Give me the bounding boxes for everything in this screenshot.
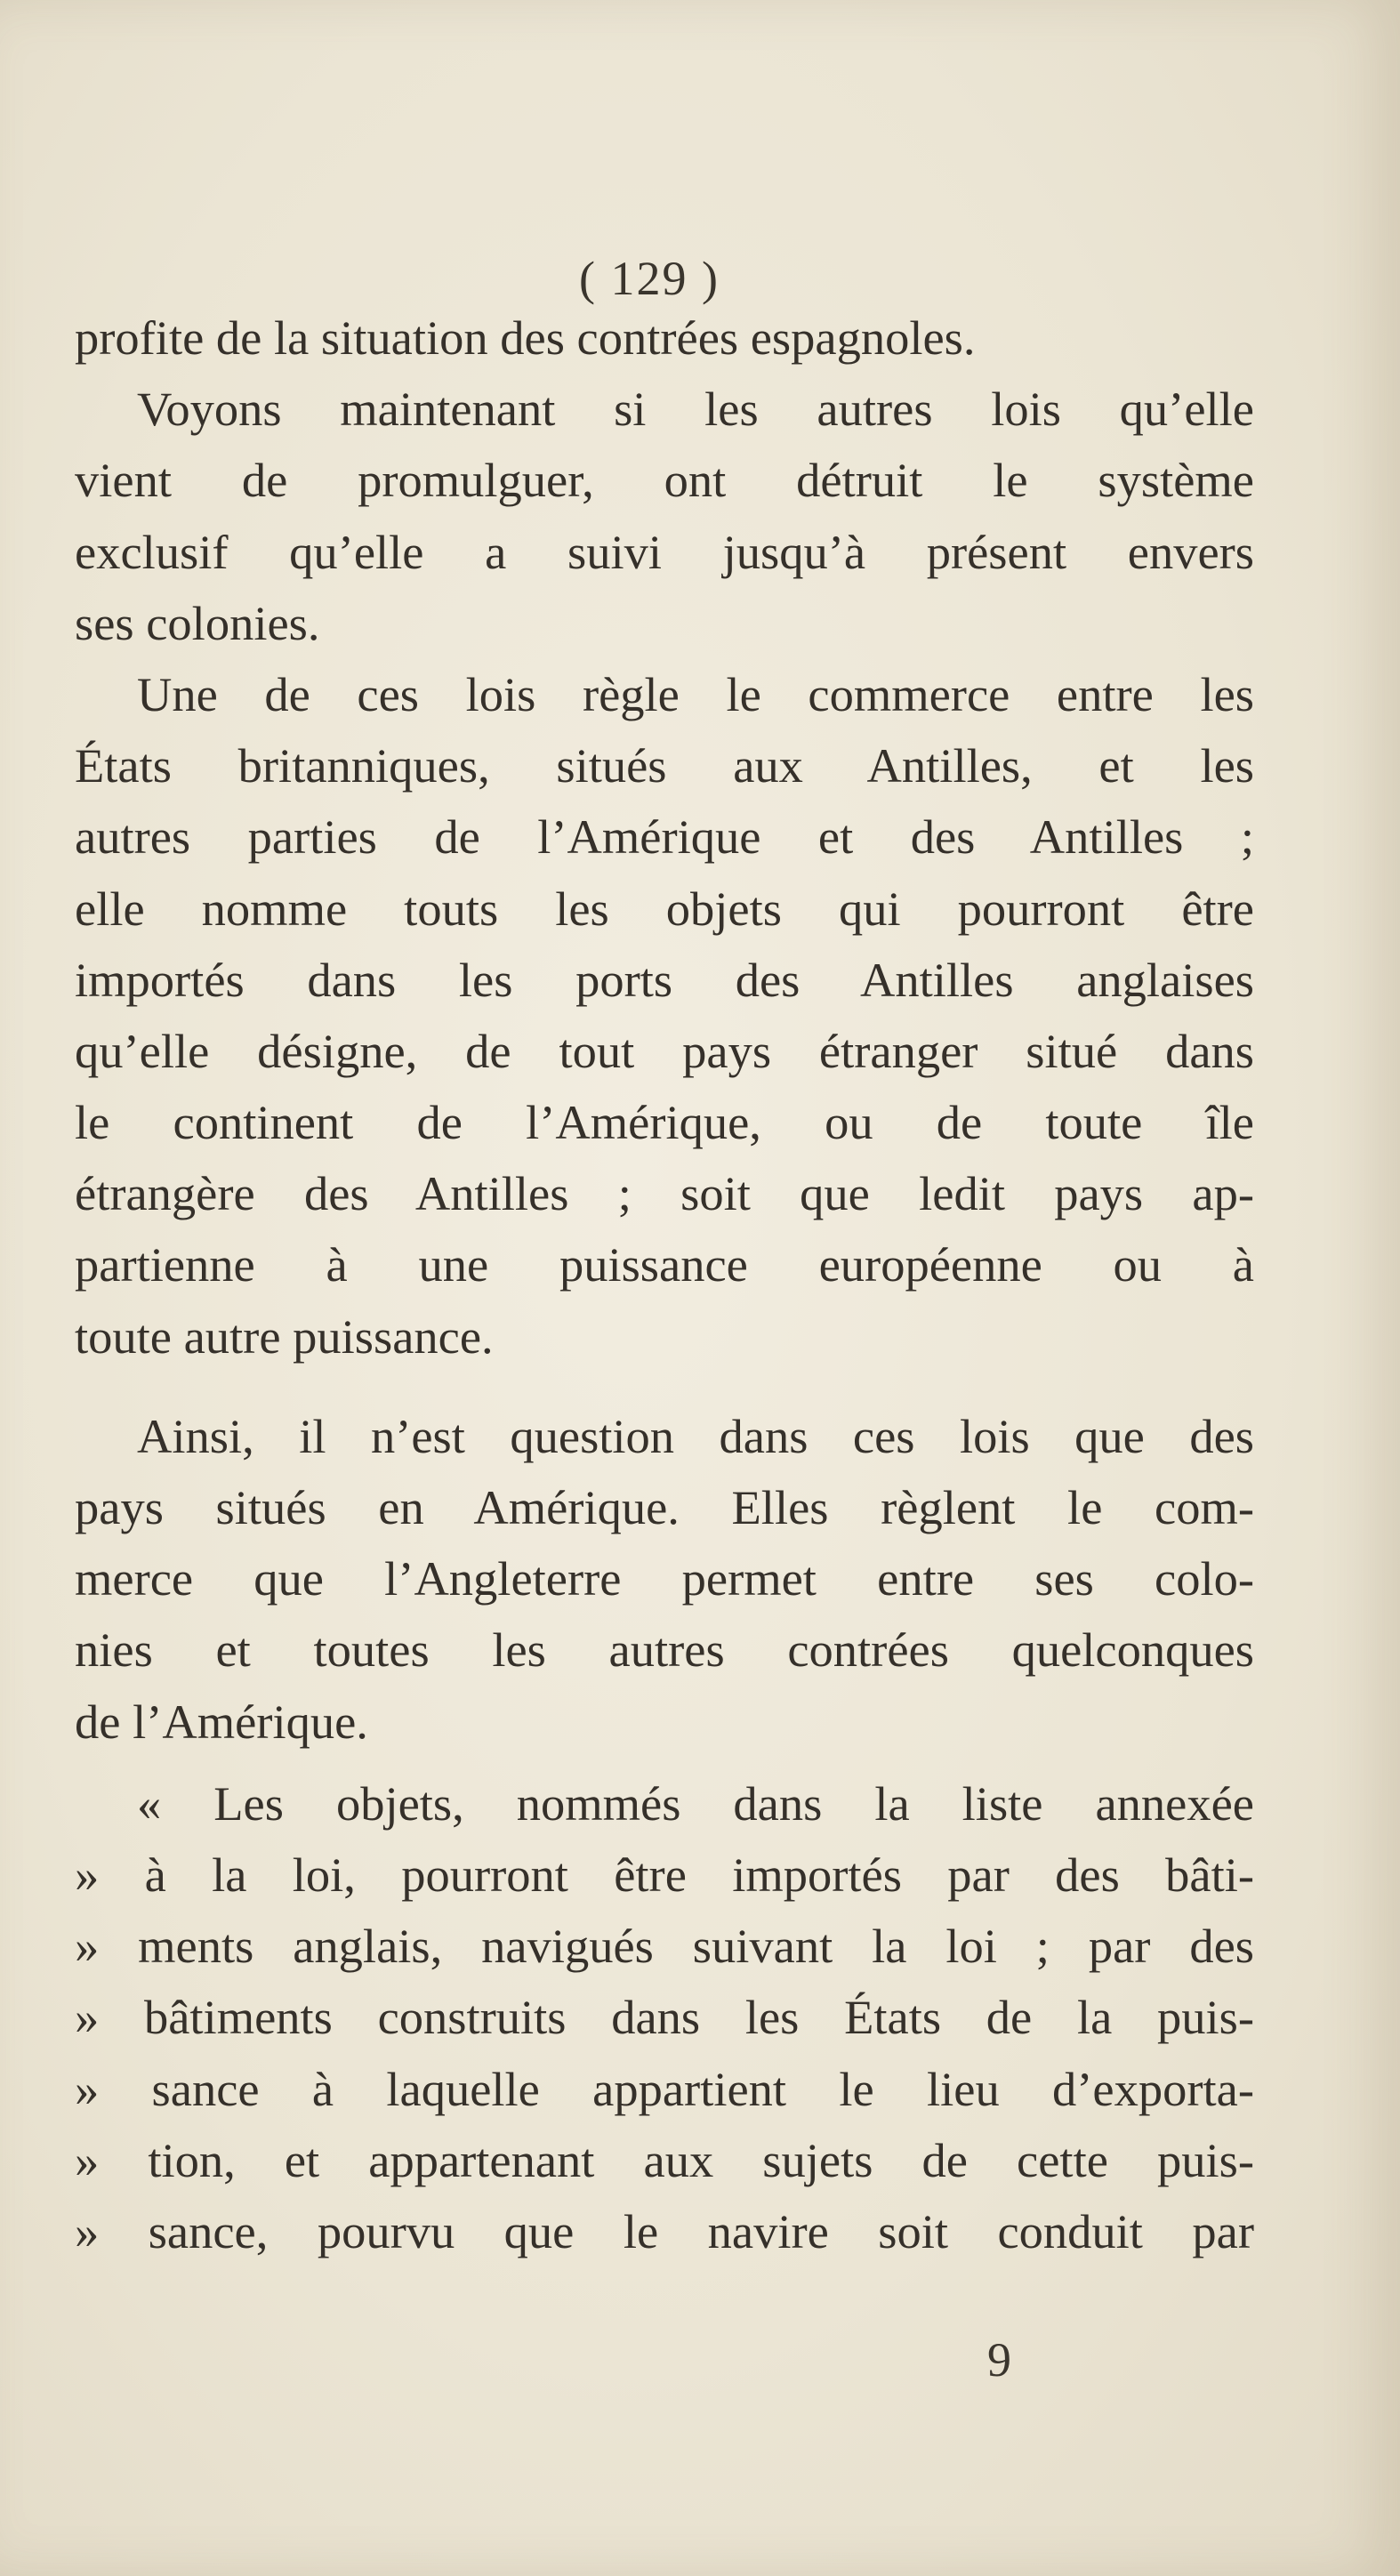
text-line: qu’elle désigne, de tout pays étranger situé dans	[75, 1023, 1254, 1078]
signature-mark: 9	[987, 2333, 1011, 2387]
paragraph-gap	[75, 1758, 1254, 1768]
text-line: » sance, pourvu que le navire soit conduit par	[75, 2203, 1254, 2258]
text-line: profite de la situation des contrées espagnoles.	[75, 310, 976, 365]
text-line: vient de promulguer, ont détruit le système	[75, 453, 1254, 508]
text-line: « Les objets, nommés dans la liste annexée	[137, 1775, 1254, 1831]
text-line: autres parties de l’Amérique et des Antilles ;	[75, 809, 1254, 865]
text-line: toute autre puissance.	[75, 1308, 494, 1364]
text-line: » tion, et appartenant aux sujets de cette puis-	[75, 2132, 1254, 2187]
text-line: » bâtiments construits dans les États de la puis-	[75, 1990, 1254, 2045]
text-line: étrangère des Antilles ; soit que ledit pays ap-	[75, 1166, 1254, 1221]
text-line: importés dans les ports des Antilles anglaises	[75, 952, 1254, 1007]
text-line: ses colonies.	[75, 595, 320, 650]
text-line: de l’Amérique.	[75, 1694, 368, 1749]
text-line: exclusif qu’elle a suivi jusqu’à présent envers	[75, 524, 1254, 579]
text-line: » ments anglais, navigués suivant la loi ; par des	[75, 1919, 1254, 1974]
body-text	[75, 302, 1254, 2267]
paragraph-gap	[75, 1373, 1254, 1401]
text-line: nies et toutes les autres contrées quelconques	[75, 1622, 1254, 1678]
text-line: partienne à une puissance européenne ou à	[75, 1237, 1254, 1292]
text-line: Ainsi, il n’est question dans ces lois que des	[137, 1408, 1254, 1463]
text-line: le continent de l’Amérique, ou de toute île	[75, 1095, 1254, 1150]
text-line: Une de ces lois règle le commerce entre les	[137, 666, 1254, 721]
text-line: Voyons maintenant si les autres lois qu’elle	[137, 382, 1254, 437]
text-line: pays situés en Amérique. Elles règlent le com-	[75, 1480, 1254, 1534]
text-line: elle nomme touts les objets qui pourront être	[75, 881, 1254, 936]
text-line: États britanniques, situés aux Antilles, et les	[75, 738, 1254, 793]
text-line: » sance à laquelle appartient le lieu d’exporta-	[75, 2061, 1254, 2116]
text-line: » à la loi, pourront être importés par des bâti-	[75, 1847, 1254, 1902]
page-number-header: ( 129 )	[579, 252, 720, 305]
text-line: merce que l’Angleterre permet entre ses colo-	[75, 1551, 1254, 1606]
